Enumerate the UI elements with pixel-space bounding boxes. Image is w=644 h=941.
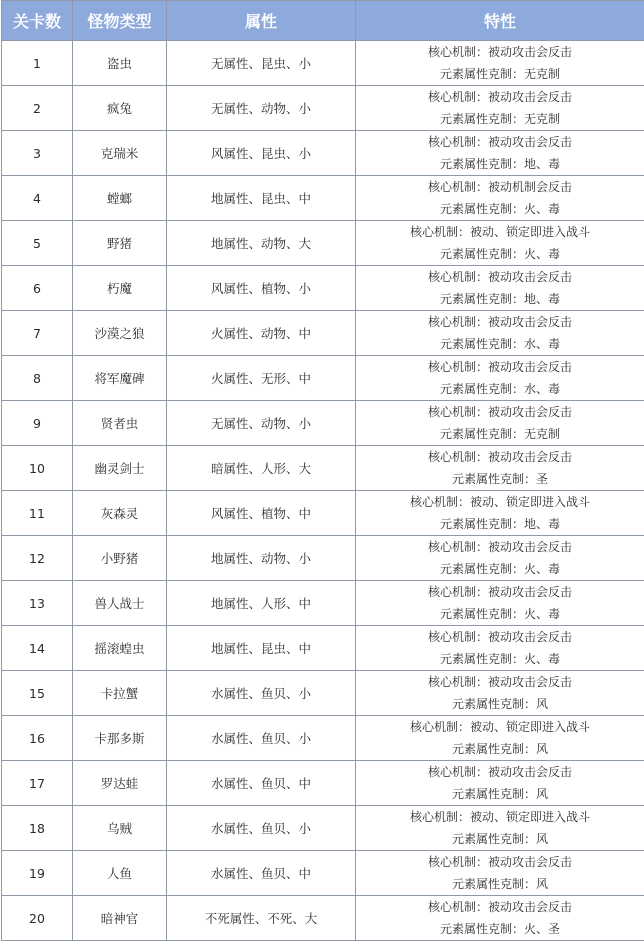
level-cell: 20 [2,896,73,941]
element-counter-text: 元素属性克制：地、毒 [439,157,560,171]
table-row [2,401,644,446]
core-mechanic-text: 核心机制：被动攻击会反击 [427,675,572,689]
core-mechanic-text: 核心机制：被动攻击会反击 [427,90,572,104]
level-cell: 1 [2,41,73,86]
level-cell: 4 [2,176,73,221]
monster-name-cell: 罗达蛙 [73,761,167,806]
level-cell: 5 [2,221,73,266]
attributes-cell: 无属性、动物、小 [167,86,356,131]
core-mechanic-text: 核心机制：被动攻击会反击 [427,450,572,464]
traits-cell [356,671,644,716]
core-mechanic-text: 核心机制：被动攻击会反击 [427,630,572,644]
traits-cell [356,536,644,581]
attributes-cell: 不死属性、不死、大 [167,896,356,941]
element-counter-text: 元素属性克制：无克制 [439,427,560,441]
element-counter-text: 元素属性克制：火、毒 [439,562,560,576]
traits-cell [356,401,644,446]
table-row [2,536,644,581]
core-mechanic-text: 核心机制：被动攻击会反击 [427,585,572,599]
level-cell: 10 [2,446,73,491]
level-cell: 6 [2,266,73,311]
core-mechanic-text: 核心机制：被动攻击会反击 [427,45,572,59]
monster-name-cell: 卡拉蟹 [73,671,167,716]
core-mechanic-text: 核心机制：被动攻击会反击 [427,360,572,374]
level-cell: 9 [2,401,73,446]
attributes-cell: 水属性、鱼贝、小 [167,716,356,761]
traits-cell [356,311,644,356]
monster-name-cell: 将军魔碑 [73,356,167,401]
traits-cell [356,446,644,491]
core-mechanic-text: 核心机制：被动、锁定即进入战斗 [409,225,590,239]
table-row [2,446,644,491]
level-cell: 3 [2,131,73,176]
level-cell: 13 [2,581,73,626]
core-mechanic-text: 核心机制：被动攻击会反击 [427,900,572,914]
level-cell: 14 [2,626,73,671]
core-mechanic-text: 核心机制：被动机制会反击 [427,180,572,194]
element-counter-text: 元素属性克制：无克制 [439,112,560,126]
element-counter-text: 元素属性克制：水、毒 [439,337,560,351]
element-counter-text: 元素属性克制：风 [451,877,548,891]
core-mechanic-text: 核心机制：被动攻击会反击 [427,405,572,419]
element-counter-text: 元素属性克制：火、毒 [439,607,560,621]
element-counter-text: 元素属性克制：火、圣 [439,922,560,936]
core-mechanic-text: 核心机制：被动攻击会反击 [427,270,572,284]
core-mechanic-text: 核心机制：被动攻击会反击 [427,540,572,554]
level-cell: 7 [2,311,73,356]
traits-cell [356,176,644,221]
traits-cell [356,491,644,536]
attributes-cell: 火属性、动物、中 [167,311,356,356]
table-row [2,761,644,806]
element-counter-text: 元素属性克制：水、毒 [439,382,560,396]
traits-cell [356,41,644,86]
table-body [2,41,644,941]
element-counter-text: 元素属性克制：火、毒 [439,652,560,666]
attributes-cell: 风属性、植物、小 [167,266,356,311]
monster-name-cell: 卡那多斯 [73,716,167,761]
level-cell: 8 [2,356,73,401]
monster-name-cell: 灰森灵 [73,491,167,536]
table-row [2,131,644,176]
attributes-cell: 水属性、鱼贝、小 [167,671,356,716]
monster-name-cell: 野猪 [73,221,167,266]
traits-cell [356,581,644,626]
table-row [2,311,644,356]
level-cell: 16 [2,716,73,761]
traits-cell [356,626,644,671]
traits-cell [356,851,644,896]
traits-cell [356,131,644,176]
traits-cell [356,761,644,806]
monster-name-cell: 兽人战士 [73,581,167,626]
table-row [2,356,644,401]
table-row [2,896,644,941]
level-cell: 2 [2,86,73,131]
table-row [2,806,644,851]
table-row [2,716,644,761]
attributes-cell: 地属性、动物、小 [167,536,356,581]
traits-cell [356,266,644,311]
header-traits: 特性 [356,1,644,41]
table-row [2,626,644,671]
monster-name-cell: 小野猪 [73,536,167,581]
core-mechanic-text: 核心机制：被动攻击会反击 [427,315,572,329]
table-header [2,1,644,41]
element-counter-text: 元素属性克制：风 [451,787,548,801]
monster-level-table [1,0,644,941]
attributes-cell: 地属性、人形、中 [167,581,356,626]
header-monster-type: 怪物类型 [73,1,167,41]
table-row [2,41,644,86]
level-cell: 15 [2,671,73,716]
level-cell: 12 [2,536,73,581]
monster-name-cell: 人鱼 [73,851,167,896]
level-cell: 11 [2,491,73,536]
table-row [2,851,644,896]
attributes-cell: 地属性、昆虫、中 [167,626,356,671]
monster-name-cell: 疯兔 [73,86,167,131]
level-cell: 19 [2,851,73,896]
traits-cell [356,806,644,851]
attributes-cell: 风属性、植物、中 [167,491,356,536]
element-counter-text: 元素属性克制：火、毒 [439,202,560,216]
attributes-cell: 地属性、昆虫、中 [167,176,356,221]
element-counter-text: 元素属性克制：风 [451,832,548,846]
table-row [2,266,644,311]
element-counter-text: 元素属性克制：地、毒 [439,517,560,531]
traits-cell [356,86,644,131]
traits-cell [356,221,644,266]
element-counter-text: 元素属性克制：火、毒 [439,247,560,261]
core-mechanic-text: 核心机制：被动攻击会反击 [427,765,572,779]
traits-cell [356,896,644,941]
element-counter-text: 元素属性克制：无克制 [439,67,560,81]
monster-name-cell: 沙漠之狼 [73,311,167,356]
attributes-cell: 火属性、无形、中 [167,356,356,401]
attributes-cell: 地属性、动物、大 [167,221,356,266]
table-row [2,581,644,626]
monster-name-cell: 乌贼 [73,806,167,851]
attributes-cell: 无属性、昆虫、小 [167,41,356,86]
table-row [2,671,644,716]
element-counter-text: 元素属性克制：地、毒 [439,292,560,306]
header-level: 关卡数 [2,1,73,41]
table-row [2,86,644,131]
header-attributes: 属性 [167,1,356,41]
table-row [2,491,644,536]
monster-name-cell: 幽灵剑士 [73,446,167,491]
monster-name-cell: 暗神官 [73,896,167,941]
monster-name-cell: 朽魔 [73,266,167,311]
element-counter-text: 元素属性克制：圣 [451,472,548,486]
monster-name-cell: 克瑞米 [73,131,167,176]
core-mechanic-text: 核心机制：被动攻击会反击 [427,135,572,149]
monster-name-cell: 盗虫 [73,41,167,86]
attributes-cell: 无属性、动物、小 [167,401,356,446]
traits-cell [356,716,644,761]
attributes-cell: 水属性、鱼贝、小 [167,806,356,851]
table-row [2,176,644,221]
attributes-cell: 风属性、昆虫、小 [167,131,356,176]
level-cell: 17 [2,761,73,806]
attributes-cell: 暗属性、人形、大 [167,446,356,491]
traits-cell [356,356,644,401]
monster-name-cell: 摇滚蝗虫 [73,626,167,671]
core-mechanic-text: 核心机制：被动、锁定即进入战斗 [409,720,590,734]
attributes-cell: 水属性、鱼贝、中 [167,761,356,806]
element-counter-text: 元素属性克制：风 [451,742,548,756]
monster-name-cell: 螳螂 [73,176,167,221]
monster-name-cell: 贤者虫 [73,401,167,446]
core-mechanic-text: 核心机制：被动、锁定即进入战斗 [409,495,590,509]
attributes-cell: 水属性、鱼贝、中 [167,851,356,896]
table-row [2,221,644,266]
core-mechanic-text: 核心机制：被动攻击会反击 [427,855,572,869]
core-mechanic-text: 核心机制：被动、锁定即进入战斗 [409,810,590,824]
element-counter-text: 元素属性克制：风 [451,697,548,711]
level-cell: 18 [2,806,73,851]
